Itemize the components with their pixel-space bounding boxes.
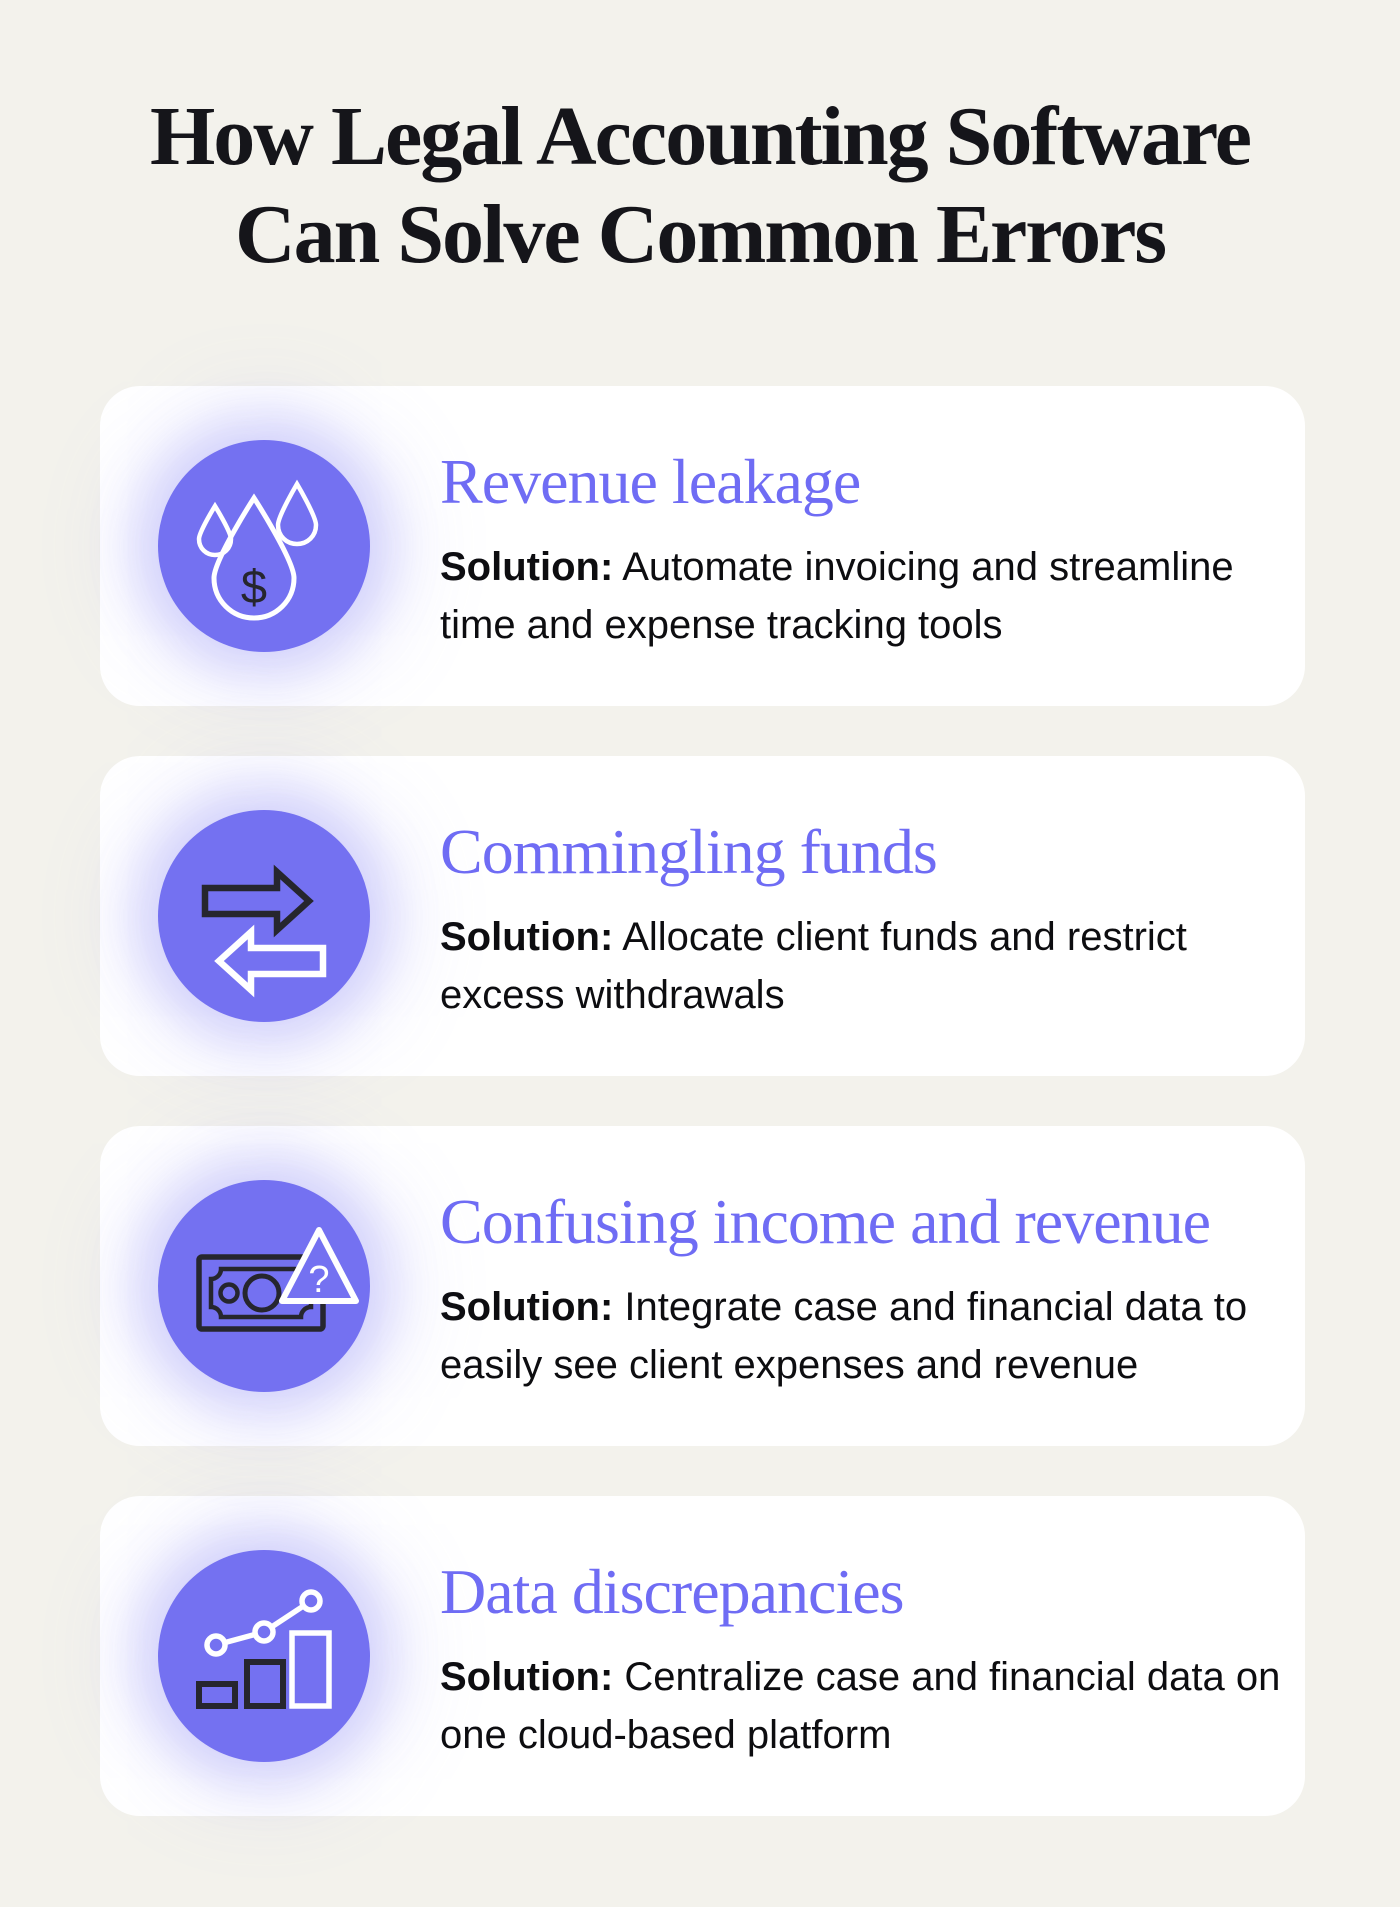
card-icon-badge [158,810,370,1022]
question-glyph: ? [308,1259,330,1301]
page-title-line-2: Can Solve Common Errors [234,188,1166,282]
solution-label: Solution: [440,545,614,590]
dollar-glyph: $ [240,560,268,613]
solution-text: Automate invoicing and streamline time and expense tracking tools [440,545,1234,647]
card-heading: Commingling funds [440,816,937,888]
banknote-warning-icon [158,1180,370,1392]
solution-text: Allocate client funds and restrict excess withdrawals [440,915,1187,1017]
solution-label: Solution: [440,1655,614,1700]
solution-label: Solution: [440,1285,614,1330]
card-revenue-leakage [100,386,1305,706]
money-droplets-icon [158,440,370,652]
card-text [440,1178,1305,1394]
card-solution [440,1279,1305,1393]
card-heading: Data discrepancies [440,1556,904,1628]
card-icon-badge [158,1180,370,1392]
card-commingling-funds [100,756,1305,1076]
card-text [440,808,1305,1024]
card-text [440,438,1305,654]
card-solution [440,539,1305,653]
solution-text: Centralize case and financial data on one cloud-based platform [440,1655,1281,1757]
transfer-arrows-icon [158,810,370,1022]
chart-growth-icon [158,1550,370,1762]
card-confusing-income-revenue [100,1126,1305,1446]
card-data-discrepancies [100,1496,1305,1816]
card-heading: Confusing income and revenue [440,1186,1210,1258]
card-icon-badge [158,440,370,652]
card-list [100,386,1305,1816]
page-title-line-1: How Legal Accounting Software [149,90,1251,183]
card-solution [440,909,1305,1023]
card-solution [440,1649,1305,1763]
solution-text: Integrate case and financial data to easily see client expenses and revenue [440,1285,1248,1387]
card-heading: Revenue leakage [440,446,861,518]
page-title [0,0,1400,285]
solution-label: Solution: [440,915,614,960]
card-icon-badge [158,1550,370,1762]
card-text [440,1548,1305,1764]
